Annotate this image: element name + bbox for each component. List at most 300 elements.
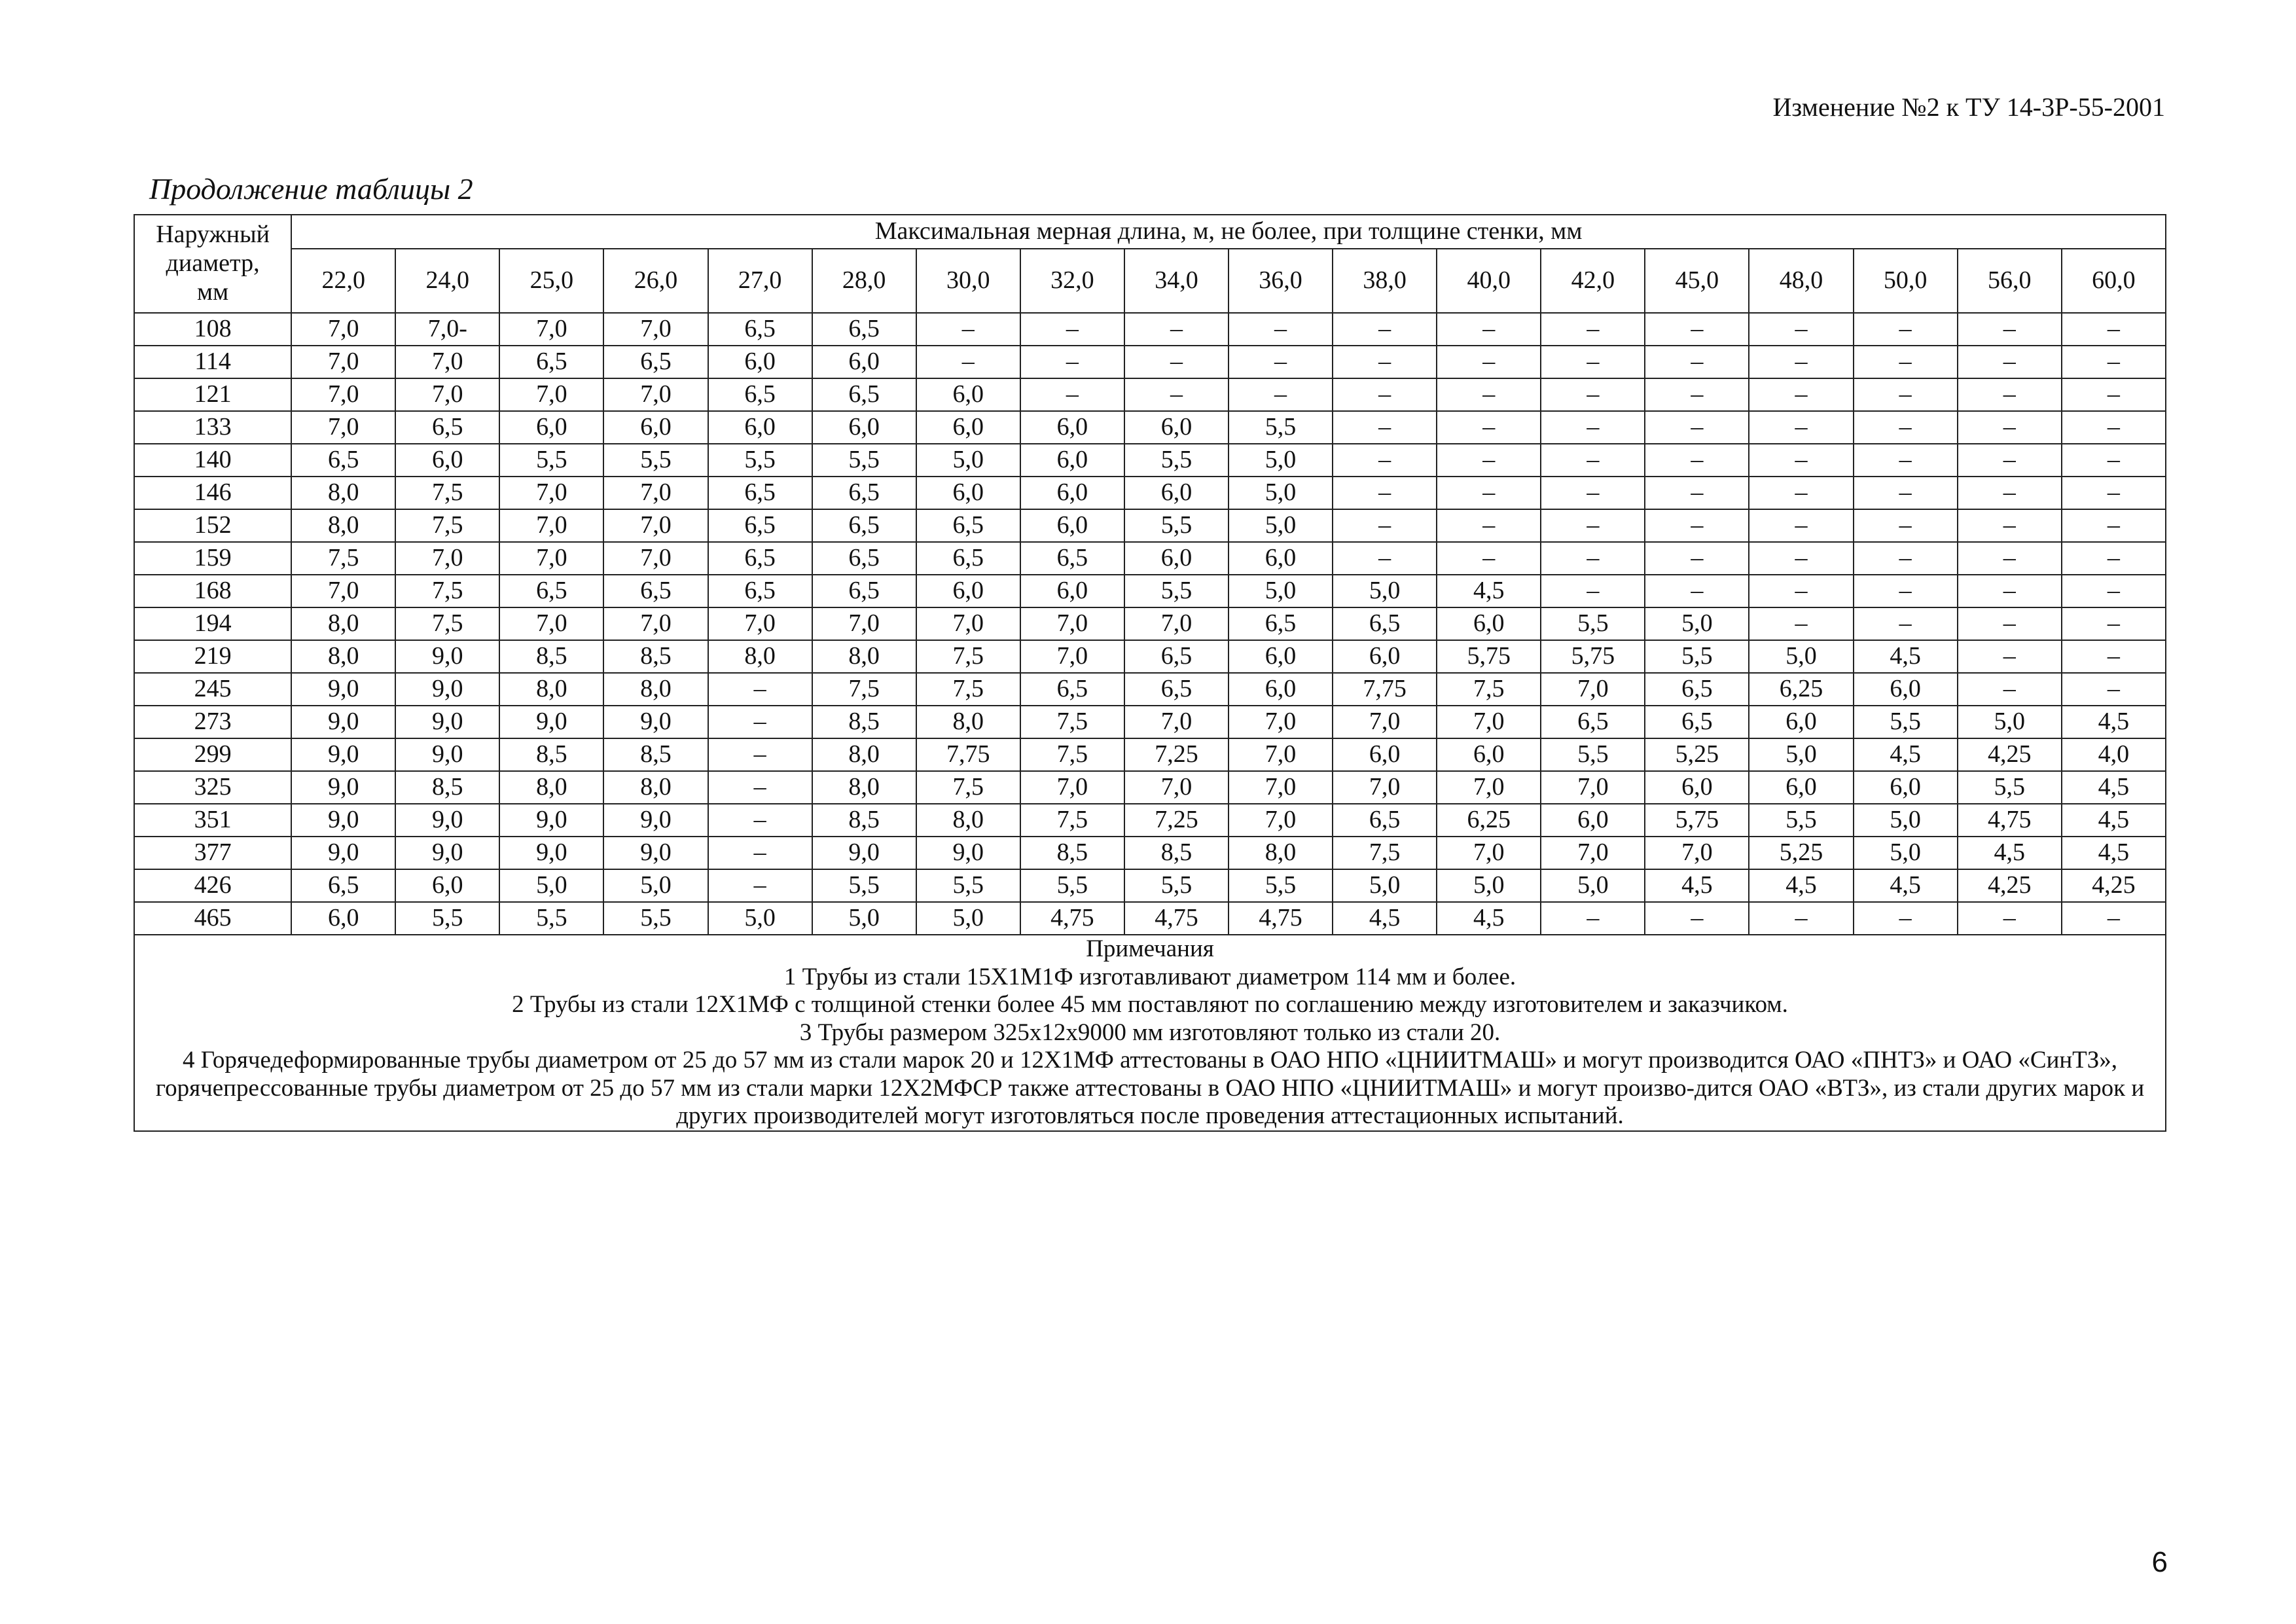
length-cell: 6,5 (1645, 706, 1749, 738)
length-cell: – (2062, 607, 2166, 640)
length-cell: 5,0 (1229, 444, 1333, 477)
length-cell: – (1645, 575, 1749, 607)
length-cell: 6,0 (1020, 509, 1124, 542)
length-cell: 6,5 (1541, 706, 1645, 738)
length-cell: 7,0 (1020, 640, 1124, 673)
thickness-header-cell: 36,0 (1229, 249, 1333, 313)
length-cell: – (1749, 378, 1853, 411)
length-cell: – (1749, 509, 1853, 542)
length-cell: 7,0 (708, 607, 812, 640)
length-cell: – (1958, 411, 2062, 444)
length-cell: 7,5 (916, 640, 1020, 673)
diameter-cell: 377 (134, 837, 291, 869)
length-cell: 8,0 (291, 640, 395, 673)
length-cell: 8,5 (603, 640, 708, 673)
length-cell: 4,5 (1749, 869, 1853, 902)
length-cell: – (1229, 378, 1333, 411)
length-cell: 6,0 (1124, 411, 1229, 444)
length-cell: – (1958, 575, 2062, 607)
length-cell: 8,0 (812, 640, 916, 673)
length-cell: 5,0 (1645, 607, 1749, 640)
diameter-cell: 351 (134, 804, 291, 837)
length-cell: 5,25 (1645, 738, 1749, 771)
length-cell: 4,5 (1854, 738, 1958, 771)
length-cell: 5,5 (1854, 706, 1958, 738)
thickness-header-cell: 40,0 (1437, 249, 1541, 313)
length-cell: 5,5 (1229, 411, 1333, 444)
length-cell: – (1645, 902, 1749, 935)
length-cell: 7,0 (1541, 837, 1645, 869)
length-cell: – (1958, 346, 2062, 378)
length-cell: 4,5 (1437, 902, 1541, 935)
length-cell: 6,5 (499, 575, 603, 607)
length-cell: 7,5 (1437, 673, 1541, 706)
length-cell: 8,5 (1020, 837, 1124, 869)
length-cell: 7,0 (1437, 771, 1541, 804)
length-cell: 7,0 (603, 477, 708, 509)
length-cell: 7,5 (395, 607, 499, 640)
length-cell: 7,0 (603, 509, 708, 542)
length-cell: 9,0 (291, 771, 395, 804)
length-cell: – (2062, 411, 2166, 444)
length-cell: – (2062, 542, 2166, 575)
length-cell: – (916, 313, 1020, 346)
length-cell: 5,0 (1958, 706, 2062, 738)
table-row (134, 313, 2166, 346)
note-item: 2 Трубы из стали 12Х1МФ с толщиной стенки более 45 мм поставляют по соглашению между изготовителем и заказчиком. (512, 991, 1788, 1019)
length-cell: – (2062, 902, 2166, 935)
length-cell: 5,5 (1124, 575, 1229, 607)
length-cell: 7,5 (916, 673, 1020, 706)
table-row (134, 902, 2166, 935)
length-cell: 5,5 (499, 902, 603, 935)
length-cell: 7,0 (395, 346, 499, 378)
length-cell: 9,0 (499, 804, 603, 837)
table-row (134, 640, 2166, 673)
diameter-cell: 273 (134, 706, 291, 738)
length-cell: – (1333, 444, 1437, 477)
thickness-header-cell: 45,0 (1645, 249, 1749, 313)
thickness-header-cell: 24,0 (395, 249, 499, 313)
length-cell: 5,0 (1229, 477, 1333, 509)
length-cell: 5,5 (499, 444, 603, 477)
length-cell: 6,0 (1645, 771, 1749, 804)
thickness-header-cell: 25,0 (499, 249, 603, 313)
length-cell: – (1749, 444, 1853, 477)
length-cell: 7,0 (1333, 706, 1437, 738)
length-cell: 4,5 (2062, 771, 2166, 804)
length-cell: 7,0 (1229, 706, 1333, 738)
length-cell: 6,0 (1229, 640, 1333, 673)
length-cell: 5,5 (812, 444, 916, 477)
length-cell: 5,5 (1124, 509, 1229, 542)
length-cell: 7,0 (1020, 607, 1124, 640)
length-cell: – (1541, 477, 1645, 509)
length-cell: 7,5 (1020, 804, 1124, 837)
table-row (134, 477, 2166, 509)
diameter-cell: 146 (134, 477, 291, 509)
diameter-cell: 168 (134, 575, 291, 607)
length-cell: 7,0 (291, 313, 395, 346)
length-cell: – (1958, 902, 2062, 935)
length-cell: 4,5 (1437, 575, 1541, 607)
length-cell: 9,0 (499, 837, 603, 869)
length-cell: 9,0 (603, 837, 708, 869)
length-cell: 9,0 (916, 837, 1020, 869)
length-cell: 7,0 (499, 477, 603, 509)
length-cell: 9,0 (395, 640, 499, 673)
length-cell: 8,0 (916, 804, 1020, 837)
note-item: 1 Трубы из стали 15Х1М1Ф изготавливают диаметром 114 мм и более. (783, 963, 1516, 990)
table-header-row (134, 215, 2166, 249)
length-cell: 8,0 (812, 738, 916, 771)
length-cell: 6,0 (1854, 673, 1958, 706)
length-cell: 4,5 (1333, 902, 1437, 935)
length-cell: 7,0 (499, 509, 603, 542)
length-cell: 6,5 (1020, 542, 1124, 575)
length-cell: 9,0 (291, 837, 395, 869)
length-cell: 7,0 (291, 346, 395, 378)
length-cell: 5,75 (1541, 640, 1645, 673)
length-cell: 6,0 (1749, 771, 1853, 804)
length-cell: – (1333, 542, 1437, 575)
length-cell: 7,25 (1124, 738, 1229, 771)
thickness-header-row (134, 249, 2166, 313)
length-cell: – (1854, 902, 1958, 935)
table-row (134, 804, 2166, 837)
length-cell: 5,0 (1333, 869, 1437, 902)
length-cell: 6,5 (499, 346, 603, 378)
length-cell: – (1749, 477, 1853, 509)
length-cell: – (1749, 346, 1853, 378)
length-cell: 6,5 (708, 378, 812, 411)
length-cell: 7,0 (916, 607, 1020, 640)
length-cell: 5,5 (1958, 771, 2062, 804)
thickness-header-cell: 26,0 (603, 249, 708, 313)
length-cell: – (1541, 411, 1645, 444)
length-cell: 6,25 (1437, 804, 1541, 837)
length-cell: – (1645, 444, 1749, 477)
diameter-cell: 194 (134, 607, 291, 640)
length-cell: 8,0 (499, 673, 603, 706)
diameter-cell: 245 (134, 673, 291, 706)
length-cell: – (1645, 509, 1749, 542)
length-cell: – (708, 869, 812, 902)
length-cell: 6,5 (291, 444, 395, 477)
length-cell: 6,5 (708, 477, 812, 509)
length-cell: – (1541, 313, 1645, 346)
table-row (134, 575, 2166, 607)
length-cell: 7,0 (812, 607, 916, 640)
length-cell: – (2062, 378, 2166, 411)
table-row (134, 607, 2166, 640)
length-cell: 4,5 (2062, 804, 2166, 837)
length-cell: 6,0 (916, 575, 1020, 607)
length-cell: 5,5 (1645, 640, 1749, 673)
length-cell: 7,5 (916, 771, 1020, 804)
length-cell: 8,0 (603, 673, 708, 706)
diameter-header-line: Наружный (156, 221, 270, 249)
length-cell: 8,0 (916, 706, 1020, 738)
length-cell: 7,5 (1020, 738, 1124, 771)
length-cell: 6,5 (708, 542, 812, 575)
length-cell: – (1749, 575, 1853, 607)
length-cell: – (1437, 509, 1541, 542)
length-cell: 7,75 (916, 738, 1020, 771)
length-cell: 4,25 (1958, 738, 2062, 771)
thickness-header-cell: 42,0 (1541, 249, 1645, 313)
diameter-cell: 108 (134, 313, 291, 346)
length-cell: 7,0 (1020, 771, 1124, 804)
length-cell: 7,0 (1124, 771, 1229, 804)
length-cell: – (1854, 378, 1958, 411)
diameter-header (134, 215, 291, 313)
length-cell: – (1020, 346, 1124, 378)
length-cell: 6,0 (916, 411, 1020, 444)
diameter-header-line: мм (197, 278, 229, 306)
length-cell: 5,0 (1541, 869, 1645, 902)
length-cell: 6,0 (1854, 771, 1958, 804)
length-cell: 7,0 (291, 575, 395, 607)
length-cell: 9,0 (395, 673, 499, 706)
length-cell: 7,5 (1020, 706, 1124, 738)
length-cell: 7,0 (1229, 804, 1333, 837)
table-row (134, 771, 2166, 804)
length-cell: 4,5 (2062, 706, 2166, 738)
length-cell: 6,0 (499, 411, 603, 444)
length-cell: – (1958, 444, 2062, 477)
diameter-cell: 159 (134, 542, 291, 575)
page-number: 6 (2151, 1546, 2168, 1578)
length-cell: 7,5 (291, 542, 395, 575)
length-cell: 7,0 (291, 378, 395, 411)
length-cell: – (2062, 509, 2166, 542)
length-cell: – (1645, 313, 1749, 346)
length-cell: 6,5 (916, 542, 1020, 575)
length-cell: – (1958, 673, 2062, 706)
length-cell: 8,5 (812, 804, 916, 837)
length-cell: 9,0 (291, 738, 395, 771)
length-cell: 5,5 (1020, 869, 1124, 902)
length-cell: 6,0 (395, 444, 499, 477)
length-cell: 5,0 (708, 902, 812, 935)
length-cell: 8,0 (499, 771, 603, 804)
document-reference: Изменение №2 к ТУ 14-3Р-55-2001 (1772, 92, 2165, 122)
length-cell: – (1958, 313, 2062, 346)
length-cell: 5,5 (916, 869, 1020, 902)
length-header: Максимальная мерная длина, м, не более, при толщине стенки, мм (291, 215, 2166, 249)
diameter-cell: 299 (134, 738, 291, 771)
length-cell: 6,0 (916, 477, 1020, 509)
length-cell: 9,0 (291, 673, 395, 706)
length-cell: 4,75 (1124, 902, 1229, 935)
thickness-header-cell: 27,0 (708, 249, 812, 313)
length-cell: 7,0 (1541, 771, 1645, 804)
length-cell: 5,0 (1229, 509, 1333, 542)
length-cell: – (1958, 378, 2062, 411)
length-cell: 7,0 (1437, 706, 1541, 738)
length-cell: 7,0 (1333, 771, 1437, 804)
length-cell: 8,0 (603, 771, 708, 804)
thickness-header-cell: 48,0 (1749, 249, 1853, 313)
length-cell: – (1749, 607, 1853, 640)
table-row (134, 738, 2166, 771)
length-cell: 7,0 (499, 542, 603, 575)
length-cell: 6,5 (1124, 673, 1229, 706)
length-cell: 8,5 (812, 706, 916, 738)
length-cell: – (1645, 346, 1749, 378)
length-cell: 7,0 (1229, 738, 1333, 771)
length-cell: – (2062, 444, 2166, 477)
note-item: 4 Горячедеформированные трубы диаметром от 25 до 57 мм из стали марок 20 и 12Х1МФ аттестованы в ОАО НПО «ЦНИИТМАШ» и могут производится ОАО «ПНТЗ» и ОАО «СинТЗ», горячепрессованные трубы диаметром от 25 до 57 мм из стали марки 12Х2МФСР также аттестованы в ОАО НПО «ЦНИИТМАШ» и могут произво-дится ОАО «ВТЗ», из стали других марок и других производителей могут изготовляться после проведения аттестационных испытаний. (155, 1047, 2145, 1130)
length-cell: – (1229, 346, 1333, 378)
length-cell: – (1854, 313, 1958, 346)
length-cell: – (2062, 575, 2166, 607)
length-cell: 6,0 (1749, 706, 1853, 738)
length-cell: 6,5 (1333, 607, 1437, 640)
length-cell: 4,5 (1854, 869, 1958, 902)
thickness-header-cell: 32,0 (1020, 249, 1124, 313)
length-cell: 4,75 (1229, 902, 1333, 935)
diameter-cell: 140 (134, 444, 291, 477)
length-cell: – (1854, 477, 1958, 509)
length-cell: – (1854, 444, 1958, 477)
table-row (134, 346, 2166, 378)
length-cell: – (1124, 378, 1229, 411)
diameter-cell: 152 (134, 509, 291, 542)
length-cell: – (1958, 542, 2062, 575)
thickness-header-cell: 50,0 (1854, 249, 1958, 313)
length-cell: – (1124, 346, 1229, 378)
length-cell: – (1958, 477, 2062, 509)
length-cell: – (1645, 477, 1749, 509)
length-cell: 8,5 (499, 640, 603, 673)
length-cell: 6,5 (708, 575, 812, 607)
length-cell: 8,5 (603, 738, 708, 771)
length-cell: – (1958, 509, 2062, 542)
length-cell: – (1541, 575, 1645, 607)
length-cell: 6,0 (1229, 542, 1333, 575)
length-cell: 6,5 (603, 346, 708, 378)
length-cell: 4,5 (1958, 837, 2062, 869)
length-cell: 6,5 (708, 509, 812, 542)
length-cell: 9,0 (395, 738, 499, 771)
length-cell: 6,0 (1229, 673, 1333, 706)
length-cell: – (1854, 542, 1958, 575)
table-row (134, 378, 2166, 411)
length-cell: 7,5 (812, 673, 916, 706)
length-cell: 6,5 (812, 542, 916, 575)
diameter-cell: 426 (134, 869, 291, 902)
thickness-header-cell: 34,0 (1124, 249, 1229, 313)
length-cell: – (1333, 378, 1437, 411)
notes-cell (134, 935, 2166, 1131)
length-cell: 7,0 (1437, 837, 1541, 869)
thickness-header-cell: 28,0 (812, 249, 916, 313)
length-cell: – (2062, 313, 2166, 346)
length-cell: 7,0 (1124, 607, 1229, 640)
length-cell: 8,0 (708, 640, 812, 673)
length-cell: 5,0 (916, 444, 1020, 477)
table-row (134, 444, 2166, 477)
length-cell: – (1541, 542, 1645, 575)
diameter-cell: 219 (134, 640, 291, 673)
length-cell: – (916, 346, 1020, 378)
length-cell: 9,0 (812, 837, 916, 869)
length-cell: 7,0 (499, 378, 603, 411)
length-cell: 4,0 (2062, 738, 2166, 771)
length-cell: 6,0 (1124, 477, 1229, 509)
length-cell: 7,0 (603, 378, 708, 411)
length-cell: – (1333, 346, 1437, 378)
length-cell: – (2062, 477, 2166, 509)
length-cell: 7,0 (291, 411, 395, 444)
table-row (134, 837, 2166, 869)
length-cell: 7,5 (1333, 837, 1437, 869)
table-row (134, 706, 2166, 738)
length-cell: 5,0 (1854, 837, 1958, 869)
length-cell: 5,5 (1229, 869, 1333, 902)
length-cell: 5,75 (1645, 804, 1749, 837)
length-cell: – (1437, 411, 1541, 444)
length-cell: 7,0 (395, 378, 499, 411)
diameter-header-line: диаметр, (166, 249, 260, 278)
length-cell: 6,25 (1749, 673, 1853, 706)
length-cell: 5,5 (812, 869, 916, 902)
length-cell: 5,0 (916, 902, 1020, 935)
length-cell: 5,0 (603, 869, 708, 902)
length-cell: – (1749, 411, 1853, 444)
length-cell: 4,5 (1854, 640, 1958, 673)
diameter-cell: 325 (134, 771, 291, 804)
length-cell: 6,0 (1333, 640, 1437, 673)
length-cell: 5,5 (1124, 869, 1229, 902)
length-cell: 4,25 (2062, 869, 2166, 902)
length-cell: 7,5 (395, 477, 499, 509)
length-cell: – (1645, 411, 1749, 444)
length-cell: 6,0 (291, 902, 395, 935)
length-cell: 9,0 (603, 804, 708, 837)
length-cell: 5,5 (1541, 738, 1645, 771)
length-cell: – (708, 706, 812, 738)
diameter-cell: 133 (134, 411, 291, 444)
length-cell: 4,25 (1958, 869, 2062, 902)
note-item: 3 Трубы размером 325х12х9000 мм изготовляют только из стали 20. (799, 1019, 1501, 1046)
length-cell: – (708, 837, 812, 869)
length-cell: 6,5 (1645, 673, 1749, 706)
length-cell: 6,5 (1229, 607, 1333, 640)
thickness-header-cell: 60,0 (2062, 249, 2166, 313)
table-row (134, 509, 2166, 542)
length-cell: 8,0 (1229, 837, 1333, 869)
length-cell: 6,0 (1020, 444, 1124, 477)
length-cell: 5,0 (1854, 804, 1958, 837)
length-cell: 7,75 (1333, 673, 1437, 706)
length-cell: – (1958, 640, 2062, 673)
length-cell: – (708, 673, 812, 706)
length-cell: – (1333, 313, 1437, 346)
length-cell: 5,5 (708, 444, 812, 477)
length-cell: 6,5 (812, 575, 916, 607)
length-cell: 6,5 (812, 509, 916, 542)
length-cell: – (1333, 411, 1437, 444)
length-cell: 6,0 (1020, 575, 1124, 607)
length-cell: 9,0 (395, 804, 499, 837)
length-cell: 8,0 (812, 771, 916, 804)
length-cell: – (1437, 313, 1541, 346)
length-cell: – (1437, 477, 1541, 509)
table-row (134, 869, 2166, 902)
